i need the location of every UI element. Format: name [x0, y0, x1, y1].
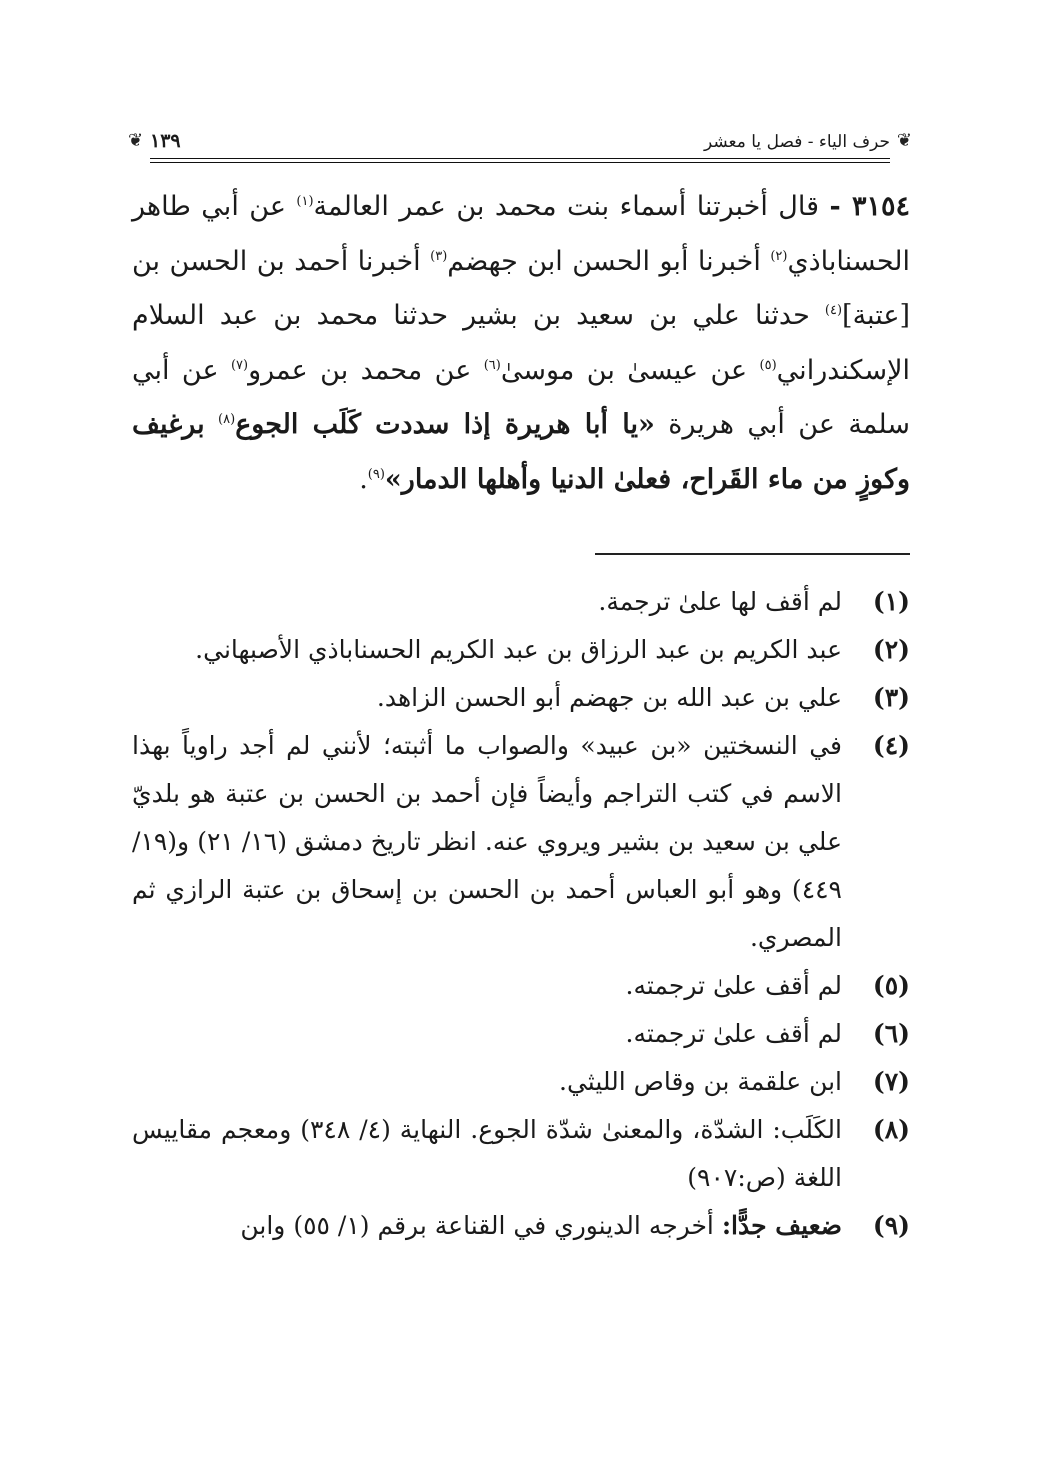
footnote-5	[132, 962, 910, 1010]
footnote-text: عبد الكريم بن عبد الرزاق بن عبد الكريم الحسناباذي الأصبهاني.	[195, 635, 842, 664]
footnote-text: أخرجه الدينوري في القناعة برقم (١/ ٥٥) وابن	[240, 1211, 714, 1240]
hadith-quote-2: برغيف وكوزٍ من ماء القَراح، فعلىٰ الدنيا وأهلها الدمار»	[132, 409, 910, 495]
footnote-3	[132, 674, 910, 722]
footnote-text: علي بن عبد الله بن جهضم أبو الحسن الزاهد.	[376, 683, 842, 712]
footnote-text: الكَلَب: الشدّة، والمعنىٰ شدّة الجوع. النهاية (٤/ ٣٤٨) ومعجم مقاييس اللغة (ص:٩٠٧)	[132, 1115, 842, 1192]
footnote-ref-3[interactable]: (٣)	[430, 248, 448, 264]
hadith-number: ٣١٥٤ -	[829, 191, 910, 222]
footnotes	[132, 578, 910, 1250]
header-ornament-right-icon: ❦	[896, 130, 912, 151]
hadith-part-2: عن أبي طاهر الحسناباذي	[132, 191, 910, 277]
footnote-ref-4[interactable]: (٤)	[824, 303, 843, 318]
footnote-ref-7[interactable]: (٧)	[230, 357, 249, 373]
hadith-quote-1: «يا أبا هريرة إذا سددت كَلَب الجوع	[235, 409, 655, 440]
hadith-part-6: عن عيسىٰ بن موسىٰ	[500, 354, 748, 386]
footnote-number: (٦)	[872, 1019, 910, 1048]
page-number: ١٣٩	[150, 130, 181, 152]
hadith-part-8: عن أبي سلمة عن أبي هريرة	[132, 354, 910, 440]
footnote-text: لم أقف علىٰ ترجمته.	[625, 971, 842, 1000]
footnote-ref-9[interactable]: (٩)	[367, 466, 385, 482]
header-title: حرف الياء - فصل يا معشر	[704, 132, 890, 152]
hadith-end: .	[359, 463, 368, 495]
footnote-number: (٣)	[872, 683, 910, 712]
footnote-ref-1[interactable]: (١)	[296, 194, 314, 209]
footnote-6	[132, 1010, 910, 1058]
footnote-grade: ضعيف جدًّا:	[721, 1211, 842, 1240]
footnote-text: لم أقف علىٰ ترجمته.	[625, 1019, 842, 1048]
footnote-number: (٨)	[872, 1115, 910, 1144]
hadith-part-7: عن محمد بن عمرو	[248, 354, 472, 386]
footnote-9	[132, 1202, 910, 1250]
header-rule	[150, 158, 890, 163]
footnote-ref-8[interactable]: (٨)	[218, 412, 236, 427]
hadith-text	[132, 180, 910, 507]
footnote-separator	[595, 553, 910, 555]
hadith-part-3: أخبرنا أبو الحسن ابن جهضم	[447, 245, 761, 277]
hadith-part-5: حدثنا علي بن سعيد بن بشير حدثنا محمد بن عبد السلام الإسكندراني	[132, 300, 910, 386]
footnote-text: ابن علقمة بن وقاص الليثي.	[559, 1067, 842, 1096]
footnote-8	[132, 1106, 910, 1202]
hadith-part-1: قال أخبرتنا أسماء بنت محمد بن عمر العالمة	[313, 191, 820, 222]
footnote-1	[132, 578, 910, 626]
footnote-number: (٩)	[872, 1211, 910, 1240]
footnote-number: (٤)	[872, 731, 910, 760]
footnote-4	[132, 722, 910, 962]
footnote-2	[132, 626, 910, 674]
footnote-ref-2[interactable]: (٢)	[770, 248, 788, 264]
footnote-7	[132, 1058, 910, 1106]
footnote-text: لم أقف لها علىٰ ترجمة.	[598, 587, 842, 616]
hadith-part-4: أخبرنا أحمد بن الحسن بن [عتبة]	[132, 245, 910, 331]
footnote-number: (٢)	[872, 635, 910, 664]
footnote-ref-6[interactable]: (٦)	[483, 357, 501, 373]
running-header	[128, 128, 912, 168]
footnote-number: (٥)	[872, 971, 910, 1000]
footnote-text: في النسختين «بن عبيد» والصواب ما أثبته؛ لأنني لم أجد راوياً بهذا الاسم في كتب التراجم وأيضاً فإن أحمد بن الحسن بن عتبة هو بلديّ علي بن سعيد بن بشير ويروي عنه. انظر تاريخ دمشق (١٦/ ٢١) و(١٩/ ٤٤٩) وهو أبو العباس أحمد بن الحسن بن إسحاق بن عتبة الرازي ثم المصري.	[132, 731, 842, 952]
footnote-number: (٧)	[872, 1067, 910, 1096]
footnote-ref-5[interactable]: (٥)	[759, 357, 777, 373]
footnote-number: (١)	[872, 587, 910, 616]
header-ornament-left-icon: ❦	[128, 130, 144, 151]
